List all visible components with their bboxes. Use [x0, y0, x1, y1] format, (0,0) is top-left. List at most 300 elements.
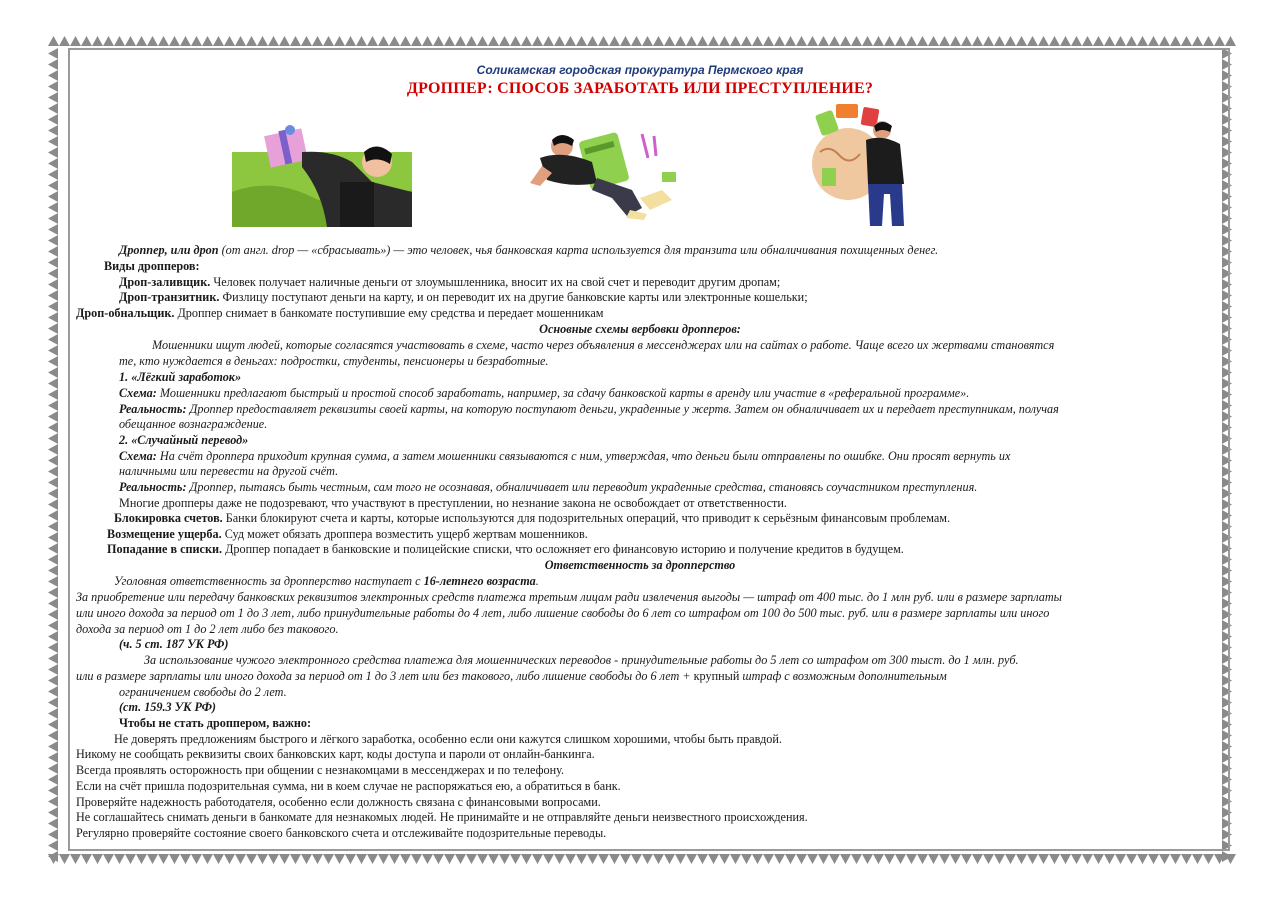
border-triangle-top	[378, 36, 389, 46]
border-triangle-bottom	[796, 854, 807, 864]
border-triangle-bottom	[697, 854, 708, 864]
border-triangle-bottom	[268, 854, 279, 864]
border-triangle-left	[48, 686, 58, 697]
border-triangle-bottom	[147, 854, 158, 864]
border-triangle-top	[125, 36, 136, 46]
border-triangle-bottom	[400, 854, 411, 864]
border-triangle-top	[939, 36, 950, 46]
dropper-definition	[119, 243, 938, 257]
scheme-1-scheme	[119, 386, 969, 400]
border-triangle-top	[1060, 36, 1071, 46]
border-triangle-left	[48, 829, 58, 840]
schemes-para-1: Мошенники ищут людей, которые согласятся участвовать в схеме, часто через объявления в мессенджерах или на сайтах о работе. Чаще всего их жертвами становятся	[152, 338, 1055, 352]
border-triangle-bottom	[1115, 854, 1126, 864]
border-triangle-bottom	[1170, 854, 1181, 864]
border-triangle-left	[48, 477, 58, 488]
border-triangle-top	[422, 36, 433, 46]
border-triangle-top	[719, 36, 730, 46]
border-triangle-bottom	[708, 854, 719, 864]
border-triangle-bottom	[279, 854, 290, 864]
border-triangle-left	[48, 521, 58, 532]
border-triangle-top	[455, 36, 466, 46]
border-triangle-bottom	[499, 854, 510, 864]
border-triangle-left	[48, 411, 58, 422]
border-triangle-left	[48, 752, 58, 763]
border-triangle-top	[708, 36, 719, 46]
border-triangle-bottom	[785, 854, 796, 864]
border-triangle-top	[202, 36, 213, 46]
border-triangle-top	[389, 36, 400, 46]
border-triangle-left	[48, 653, 58, 664]
type-zalivshchik-text: Человек получает наличные деньги от злоумышленника, вносит их на свой счет и переводит другим дропам;	[210, 275, 781, 289]
border-triangle-left	[48, 774, 58, 785]
border-triangle-top	[466, 36, 477, 46]
border-triangle-bottom	[521, 854, 532, 864]
advice-item: Регулярно проверяйте состояние своего банковского счета и отслеживайте подозрительные переводы.	[76, 826, 607, 840]
advice-item: Всегда проявлять осторожность при общении с незнакомцами в мессенджерах и по телефону.	[76, 763, 565, 777]
border-triangle-left	[48, 840, 58, 851]
border-triangle-bottom	[213, 854, 224, 864]
definition-text: (от англ. drop — «сбрасывать») — это человек, чья банковская карта используется для транзита или обналичивания похищенных денег.	[218, 243, 939, 257]
border-triangle-bottom	[466, 854, 477, 864]
border-triangle-bottom	[917, 854, 928, 864]
border-triangle-bottom	[1192, 854, 1203, 864]
liability-age-text: Уголовная ответственность за дропперство наступает с	[114, 574, 424, 588]
border-triangle-top	[213, 36, 224, 46]
border-triangle-left	[48, 741, 58, 752]
border-triangle-top	[675, 36, 686, 46]
border-triangle-bottom	[92, 854, 103, 864]
border-triangle-bottom	[532, 854, 543, 864]
liability-159-line-3: ограничением свободы до 2 лет.	[119, 685, 287, 699]
border-triangle-top	[235, 36, 246, 46]
border-triangle-bottom	[312, 854, 323, 864]
border-triangle-bottom	[488, 854, 499, 864]
border-triangle-bottom	[1005, 854, 1016, 864]
border-triangle-bottom	[565, 854, 576, 864]
border-triangle-left	[48, 378, 58, 389]
border-triangle-top	[763, 36, 774, 46]
border-triangle-bottom	[840, 854, 851, 864]
border-triangle-left	[48, 664, 58, 675]
border-triangle-bottom	[125, 854, 136, 864]
types-heading: Виды дропперов:	[104, 259, 200, 273]
border-triangle-top	[598, 36, 609, 46]
border-triangle-left	[48, 730, 58, 741]
border-triangle-bottom	[202, 854, 213, 864]
border-triangle-bottom	[994, 854, 1005, 864]
border-triangle-left	[48, 158, 58, 169]
border-triangle-bottom	[224, 854, 235, 864]
border-triangle-left	[48, 510, 58, 521]
advice-item: Не соглашайтесь снимать деньги в банкомате для незнакомых людей. Не принимайте и не отправляйте деньги неизвестного происхождения.	[76, 810, 808, 824]
border-triangle-top	[334, 36, 345, 46]
border-triangle-top	[807, 36, 818, 46]
border-triangle-bottom	[961, 854, 972, 864]
advice-item: Если на счёт пришла подозрительная сумма, ни в коем случае не распоряжаться ею, а обратиться в банк.	[76, 779, 621, 793]
border-triangle-bottom	[301, 854, 312, 864]
border-triangle-bottom	[543, 854, 554, 864]
border-triangle-left	[48, 257, 58, 268]
border-triangle-left	[48, 444, 58, 455]
border-triangle-bottom	[730, 854, 741, 864]
liability-159-line-2	[76, 669, 947, 683]
border-triangle-left	[48, 301, 58, 312]
type-zalivshchik	[119, 275, 780, 289]
border-triangle-bottom	[1104, 854, 1115, 864]
border-triangle-bottom	[598, 854, 609, 864]
border-triangle-top	[994, 36, 1005, 46]
border-triangle-bottom	[433, 854, 444, 864]
border-triangle-bottom	[389, 854, 400, 864]
border-triangle-top	[92, 36, 103, 46]
border-triangle-top	[1214, 36, 1225, 46]
border-triangle-top	[1148, 36, 1159, 46]
border-triangle-bottom	[906, 854, 917, 864]
border-triangle-top	[620, 36, 631, 46]
border-triangle-top	[873, 36, 884, 46]
border-triangle-bottom	[356, 854, 367, 864]
border-triangle-top	[653, 36, 664, 46]
border-triangle-bottom	[576, 854, 587, 864]
border-triangle-left	[48, 587, 58, 598]
border-triangle-bottom	[169, 854, 180, 864]
border-triangle-bottom	[741, 854, 752, 864]
scheme-1-scheme-label: Схема:	[119, 386, 157, 400]
border-triangle-left	[48, 499, 58, 510]
border-triangle-bottom	[70, 854, 81, 864]
consequence-damages	[107, 527, 588, 541]
border-triangle-top	[895, 36, 906, 46]
border-triangle-top	[631, 36, 642, 46]
consequence-blocking-text: Банки блокируют счета и карты, которые используются для подозрительных операций, что приводит к серьёзным финансовым проблемам.	[222, 511, 950, 525]
liability-age-value: 16-летнего возраста	[423, 574, 536, 588]
liability-187-line-2: или иного дохода за период от 1 до 3 лет, либо принудительные работы до 4 лет, либо лишение свободы до 6 лет со штрафом от 100 до 500 тыс. руб. или в размере зарплаты или иного	[76, 606, 1050, 620]
border-triangle-top	[301, 36, 312, 46]
border-triangle-bottom	[928, 854, 939, 864]
border-triangle-top	[961, 36, 972, 46]
border-triangle-left	[48, 576, 58, 587]
scheme-1-reality-text: Дроппер предоставляет реквизиты своей карты, на которую поступают деньги, украденные у жертв. Затем он обналичивает их и передает преступникам, получая	[186, 402, 1059, 416]
border-triangle-left	[48, 114, 58, 125]
border-triangle-bottom	[939, 854, 950, 864]
border-triangle-top	[1170, 36, 1181, 46]
definition-term: Дроппер, или дроп	[119, 243, 219, 257]
border-triangle-bottom	[675, 854, 686, 864]
border-triangle-top	[312, 36, 323, 46]
border-triangle-top	[400, 36, 411, 46]
border-triangle-bottom	[235, 854, 246, 864]
border-triangle-bottom	[323, 854, 334, 864]
border-triangle-top	[1082, 36, 1093, 46]
border-triangle-bottom	[290, 854, 301, 864]
border-triangle-left	[48, 609, 58, 620]
border-triangle-top	[70, 36, 81, 46]
border-triangle-left	[48, 851, 58, 862]
border-triangle-left	[48, 279, 58, 290]
border-triangle-top	[840, 36, 851, 46]
border-triangle-top	[257, 36, 268, 46]
border-triangle-left	[48, 345, 58, 356]
border-triangle-top	[730, 36, 741, 46]
schemes-para-2: те, кто нуждается в деньгах: подростки, студенты, пенсионеры и безработные.	[119, 354, 549, 368]
person-holding-gift-icon	[232, 122, 412, 227]
border-triangle-top	[785, 36, 796, 46]
scheme-1-reality-label: Реальность:	[119, 402, 187, 416]
border-triangle-left	[48, 488, 58, 499]
border-triangle-bottom	[378, 854, 389, 864]
border-triangle-bottom	[587, 854, 598, 864]
border-triangle-top	[1104, 36, 1115, 46]
border-triangle-bottom	[862, 854, 873, 864]
border-triangle-bottom	[763, 854, 774, 864]
border-triangle-bottom	[620, 854, 631, 864]
border-triangle-left	[48, 202, 58, 213]
border-triangle-bottom	[829, 854, 840, 864]
border-triangle-top	[609, 36, 620, 46]
scheme-2-reality-text: Дроппер, пытаясь быть честным, сам того не осознавая, обналичивает или переводит украденные средства, становясь соучастником преступления.	[186, 480, 978, 494]
border-triangle-left	[48, 818, 58, 829]
border-triangle-top	[147, 36, 158, 46]
border-triangle-left	[48, 455, 58, 466]
border-triangle-top	[1005, 36, 1016, 46]
border-triangle-top	[1137, 36, 1148, 46]
border-triangle-bottom	[136, 854, 147, 864]
border-triangle-left	[48, 719, 58, 730]
border-triangle-bottom	[554, 854, 565, 864]
border-triangle-bottom	[774, 854, 785, 864]
border-triangle-left	[48, 169, 58, 180]
scheme-2-scheme-label: Схема:	[119, 449, 157, 463]
border-triangle-bottom	[1225, 854, 1236, 864]
border-triangle-bottom	[631, 854, 642, 864]
scheme-2-scheme-text: На счёт дроппера приходит крупная сумма, а затем мошенники связываются с ним, утверждая, что деньги были отправлены по ошибке. Они просят вернуть их	[156, 449, 1011, 463]
border-triangle-bottom	[444, 854, 455, 864]
border-triangle-bottom	[983, 854, 994, 864]
scheme-2-reality	[119, 480, 977, 494]
liability-187-line-1: За приобретение или передачу банковских реквизитов электронных средств платежа третьим лицам ради извлечения выгоды — штраф от 400 тыс. до 1 млн руб. или в размере зарплаты	[76, 590, 1062, 604]
type-tranzitnik-text: Физлицу поступают деньги на карту, и он переводит их на другие банковские карты или электронные кошельки;	[219, 290, 808, 304]
border-triangle-bottom	[1049, 854, 1060, 864]
border-triangle-bottom	[477, 854, 488, 864]
border-triangle-bottom	[851, 854, 862, 864]
border-triangle-bottom	[972, 854, 983, 864]
border-triangle-left	[48, 235, 58, 246]
border-triangle-left	[48, 268, 58, 279]
border-triangle-bottom	[1060, 854, 1071, 864]
border-triangle-bottom	[1137, 854, 1148, 864]
border-triangle-bottom	[884, 854, 895, 864]
border-triangle-top	[796, 36, 807, 46]
scheme-1-reality	[119, 402, 1059, 416]
border-triangle-top	[290, 36, 301, 46]
border-triangle-left	[48, 642, 58, 653]
type-obnalshchik-label: Дроп-обнальщик.	[76, 306, 175, 320]
border-triangle-left	[48, 763, 58, 774]
many-droppers-note: Многие дропперы даже не подозревают, что участвуют в преступлении, но незнание закона не освобождает от ответственности.	[119, 496, 787, 510]
border-triangle-top	[642, 36, 653, 46]
border-triangle-left	[48, 422, 58, 433]
border-triangle-top	[1115, 36, 1126, 46]
scheme-1-title: 1. «Лёгкий заработок»	[119, 370, 242, 384]
border-triangle-top	[972, 36, 983, 46]
border-triangle-bottom	[642, 854, 653, 864]
border-triangle-top	[532, 36, 543, 46]
border-triangle-left	[48, 466, 58, 477]
border-triangle-bottom	[664, 854, 675, 864]
liability-age	[114, 574, 539, 588]
border-triangle-bottom	[686, 854, 697, 864]
border-triangle-bottom	[1148, 854, 1159, 864]
border-triangle-top	[367, 36, 378, 46]
border-triangle-bottom	[367, 854, 378, 864]
border-triangle-bottom	[411, 854, 422, 864]
border-triangle-left	[48, 796, 58, 807]
border-triangle-left	[48, 543, 58, 554]
border-triangle-top	[48, 36, 59, 46]
scheme-2-reality-label: Реальность:	[119, 480, 187, 494]
border-triangle-left	[48, 400, 58, 411]
border-triangle-left	[48, 697, 58, 708]
border-triangle-top	[114, 36, 125, 46]
border-triangle-bottom	[1093, 854, 1104, 864]
border-triangle-bottom	[180, 854, 191, 864]
type-obnalshchik	[76, 306, 603, 320]
thief-with-money-bag-icon	[800, 104, 920, 226]
schemes-heading: Основные схемы вербовки дропперов:	[539, 322, 741, 336]
article-187-ref: (ч. 5 ст. 187 УК РФ)	[119, 637, 229, 651]
scheme-1-reality-cont: обещанное вознаграждение.	[119, 417, 268, 431]
border-triangle-top	[1049, 36, 1060, 46]
border-triangle-left	[48, 125, 58, 136]
border-triangle-top	[1071, 36, 1082, 46]
border-triangle-top	[1181, 36, 1192, 46]
border-triangle-top	[59, 36, 70, 46]
border-triangle-left	[48, 675, 58, 686]
border-triangle-top	[1016, 36, 1027, 46]
border-triangle-bottom	[191, 854, 202, 864]
border-triangle-top	[444, 36, 455, 46]
prosecutor-office-name: Соликамская городская прокуратура Пермского края	[476, 63, 804, 77]
border-triangle-bottom	[510, 854, 521, 864]
border-triangle-left	[48, 389, 58, 400]
border-triangle-right	[1222, 851, 1232, 862]
border-triangle-bottom	[114, 854, 125, 864]
border-triangle-top	[1203, 36, 1214, 46]
consequence-lists-text: Дроппер попадает в банковские и полицейские списки, что осложняет его финансовую историю и получение кредитов в будущем.	[222, 542, 904, 556]
consequence-damages-label: Возмещение ущерба.	[107, 527, 222, 541]
border-triangle-bottom	[1159, 854, 1170, 864]
border-triangle-bottom	[1082, 854, 1093, 864]
border-triangle-bottom	[752, 854, 763, 864]
person-with-bank-card-icon	[522, 128, 682, 220]
border-triangle-left	[48, 224, 58, 235]
border-triangle-bottom	[950, 854, 961, 864]
consequence-lists	[107, 542, 904, 556]
border-triangle-top	[950, 36, 961, 46]
border-triangle-top	[323, 36, 334, 46]
border-triangle-bottom	[895, 854, 906, 864]
scheme-2-scheme	[119, 449, 1010, 463]
border-triangle-left	[48, 708, 58, 719]
border-triangle-left	[48, 48, 58, 59]
advice-item: Проверяйте надежность работодателя, особенно если должность связана с финансовыми вопросами.	[76, 795, 601, 809]
border-triangle-top	[917, 36, 928, 46]
liability-159-line-1: За использование чужого электронного средства платежа для мошеннических переводов - принудительные работы до 5 лет со штрафом от 300 тыст. до 1 млн. руб.	[144, 653, 1019, 667]
border-triangle-bottom	[455, 854, 466, 864]
border-triangle-top	[356, 36, 367, 46]
border-triangle-left	[48, 631, 58, 642]
border-triangle-bottom	[257, 854, 268, 864]
border-triangle-top	[543, 36, 554, 46]
border-triangle-top	[268, 36, 279, 46]
border-triangle-bottom	[345, 854, 356, 864]
scheme-1-scheme-text: Мошенники предлагают быстрый и простой способ заработать, например, за сдачу банковской карты в аренду или участие в «реферальной программе».	[156, 386, 970, 400]
advice-heading: Чтобы не стать дроппером, важно:	[119, 716, 312, 730]
scheme-2-title: 2. «Случайный перевод»	[119, 433, 249, 447]
border-triangle-bottom	[807, 854, 818, 864]
border-triangle-top	[1126, 36, 1137, 46]
border-triangle-top	[829, 36, 840, 46]
border-triangle-left	[48, 785, 58, 796]
border-triangle-top	[664, 36, 675, 46]
border-triangle-left	[48, 191, 58, 202]
border-triangle-left	[48, 246, 58, 257]
border-triangle-top	[103, 36, 114, 46]
border-triangle-top	[818, 36, 829, 46]
border-triangle-bottom	[422, 854, 433, 864]
border-triangle-top	[884, 36, 895, 46]
border-triangle-bottom	[334, 854, 345, 864]
border-triangle-top	[1038, 36, 1049, 46]
border-triangle-top	[1225, 36, 1236, 46]
border-triangle-top	[411, 36, 422, 46]
border-triangle-top	[851, 36, 862, 46]
border-triangle-left	[48, 147, 58, 158]
border-triangle-bottom	[246, 854, 257, 864]
border-triangle-bottom	[48, 854, 59, 864]
border-triangle-bottom	[103, 854, 114, 864]
border-triangle-bottom	[1181, 854, 1192, 864]
liability-159-large: крупный	[693, 669, 740, 683]
border-triangle-top	[741, 36, 752, 46]
border-triangle-top	[587, 36, 598, 46]
border-triangle-bottom	[653, 854, 664, 864]
border-triangle-top	[1192, 36, 1203, 46]
type-zalivshchik-label: Дроп-заливщик.	[119, 275, 211, 289]
border-triangle-top	[1027, 36, 1038, 46]
border-triangle-top	[752, 36, 763, 46]
liability-age-end: .	[535, 574, 539, 588]
border-triangle-left	[48, 433, 58, 444]
border-triangle-top	[191, 36, 202, 46]
border-triangle-bottom	[873, 854, 884, 864]
border-triangle-top	[565, 36, 576, 46]
border-triangle-bottom	[609, 854, 620, 864]
border-triangle-top	[345, 36, 356, 46]
page-title: ДРОППЕР: СПОСОБ ЗАРАБОТАТЬ ИЛИ ПРЕСТУПЛЕНИЕ?	[406, 80, 874, 97]
type-tranzitnik-label: Дроп-транзитник.	[119, 290, 220, 304]
border-triangle-top	[576, 36, 587, 46]
border-triangle-top	[906, 36, 917, 46]
border-triangle-top	[521, 36, 532, 46]
border-triangle-bottom	[1038, 854, 1049, 864]
border-triangle-bottom	[1126, 854, 1137, 864]
border-triangle-left	[48, 532, 58, 543]
border-triangle-top	[554, 36, 565, 46]
border-triangle-top	[224, 36, 235, 46]
border-triangle-bottom	[158, 854, 169, 864]
